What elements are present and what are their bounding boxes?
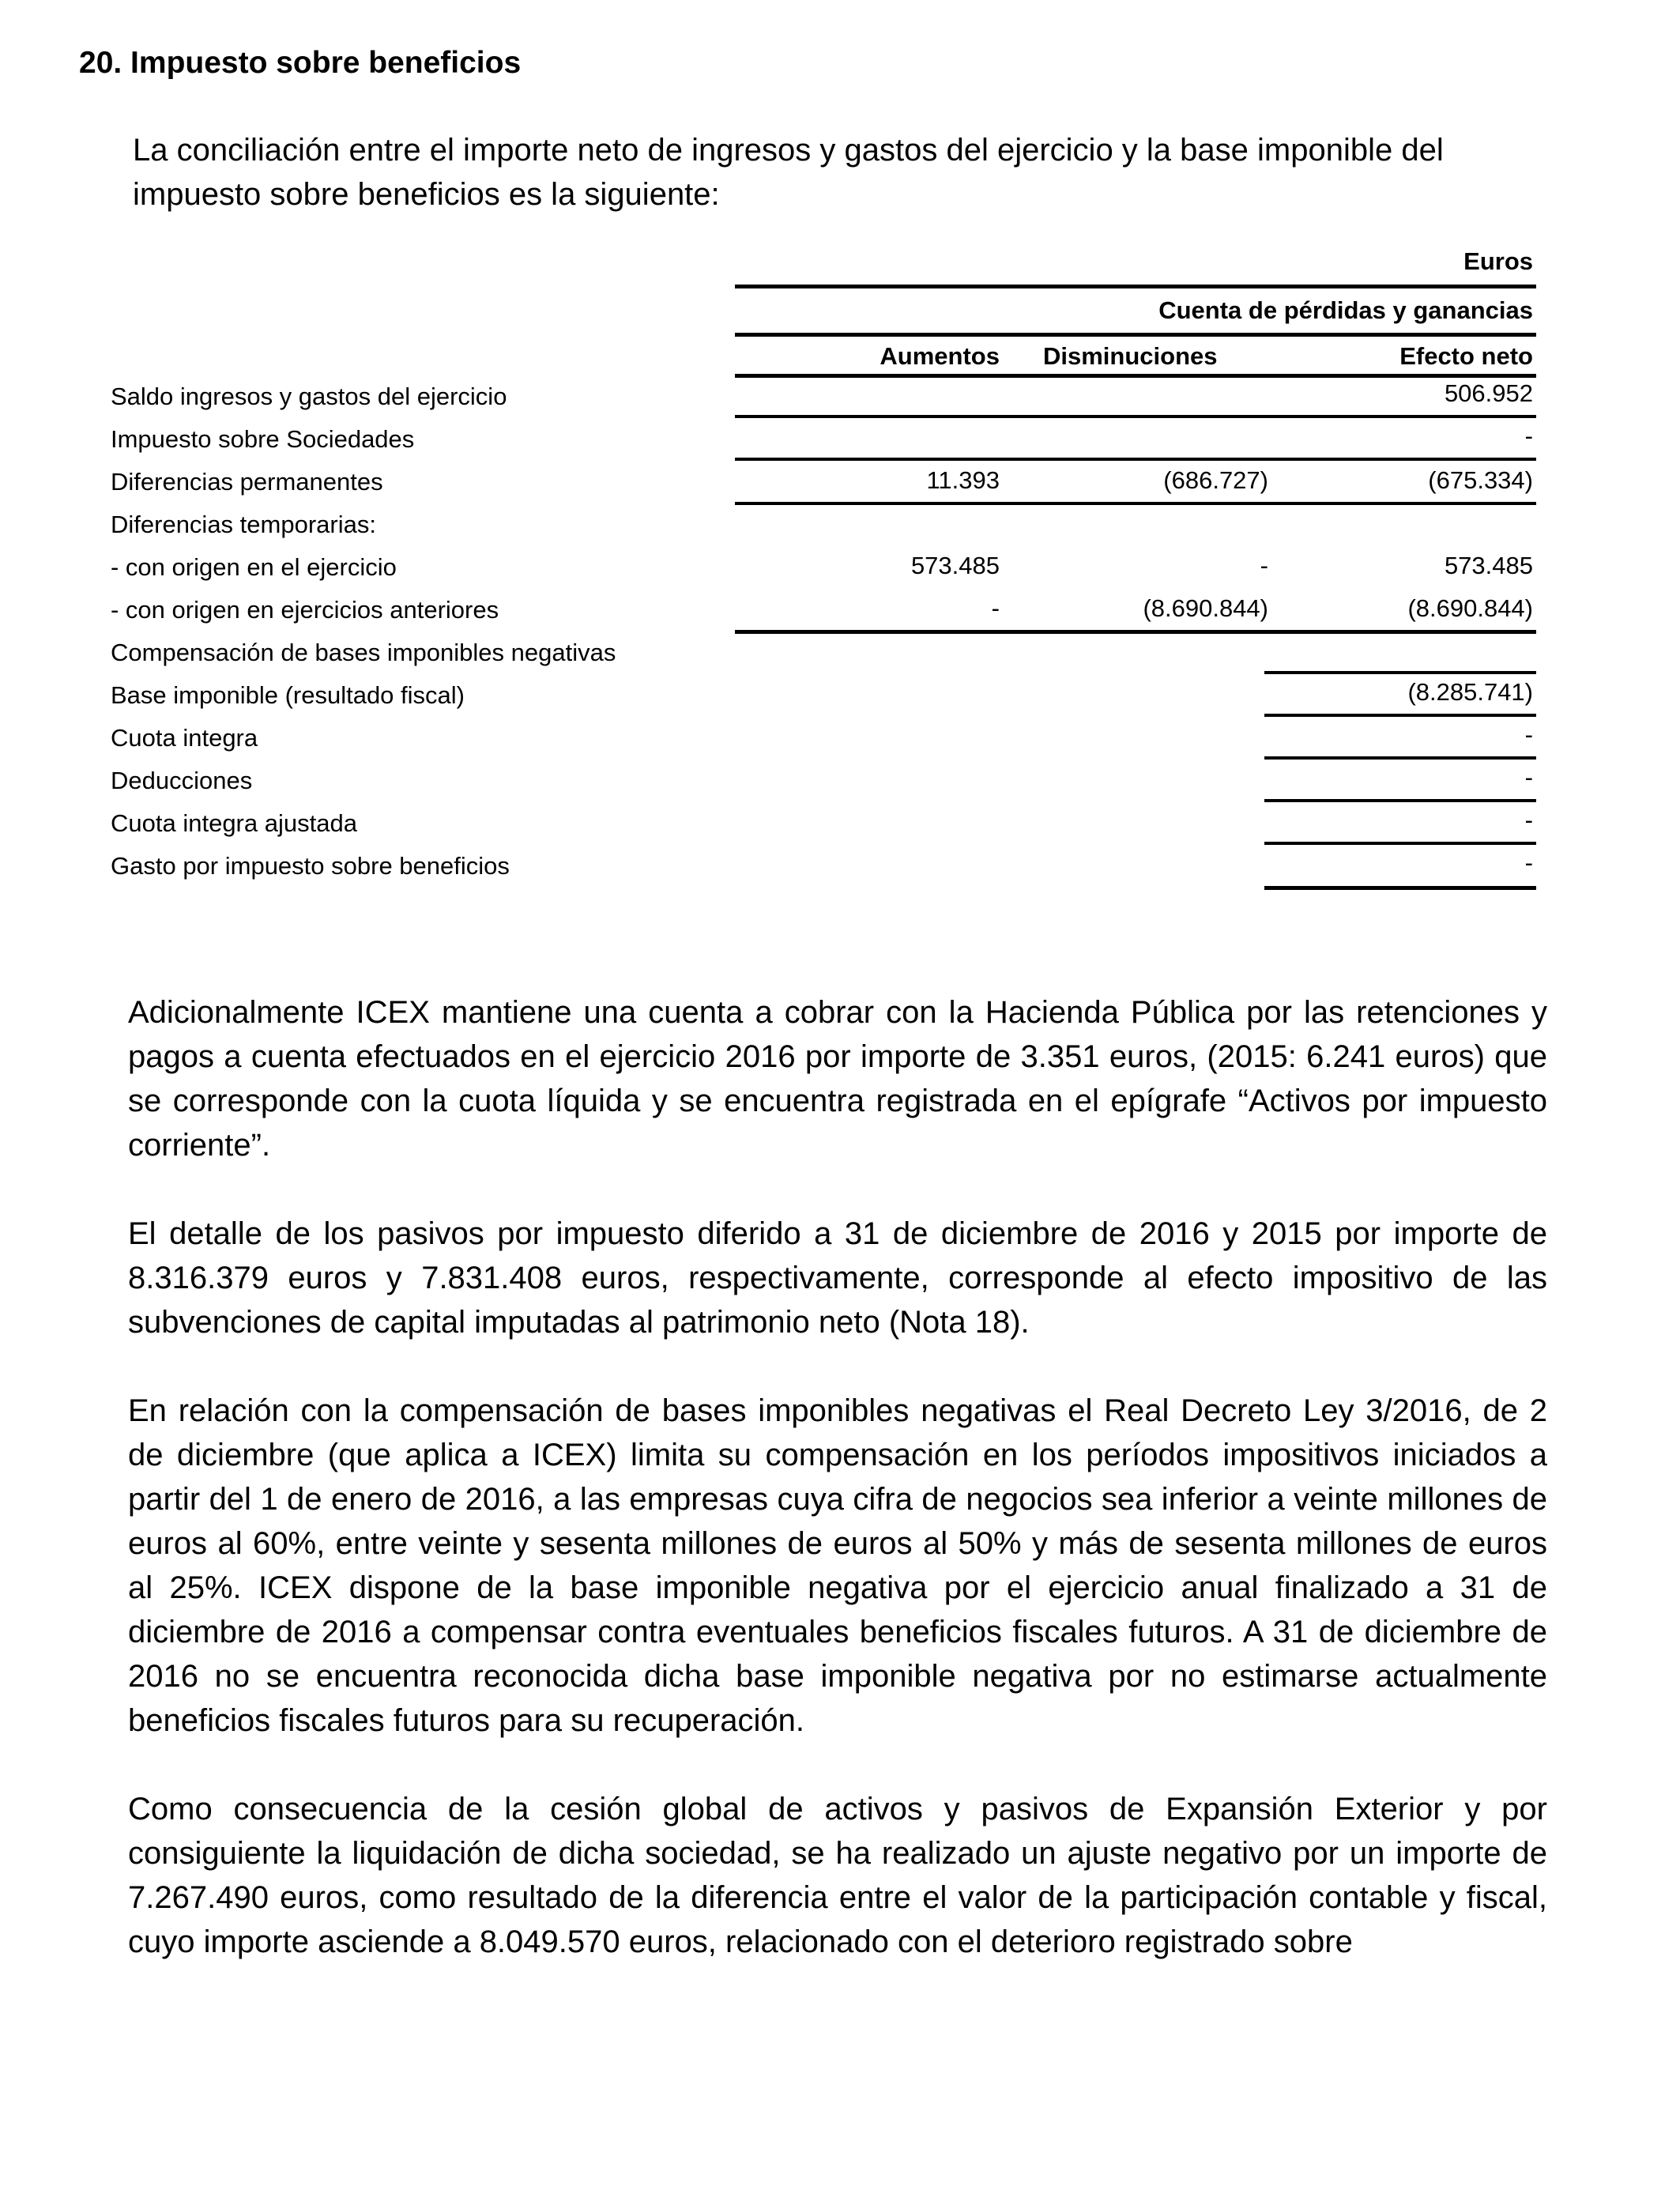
col-header-disminuciones: Disminuciones — [1043, 342, 1218, 370]
cell-disminuciones: (686.727) — [1163, 466, 1268, 494]
row-label: Cuota integra ajustada — [111, 809, 357, 837]
cell-disminuciones: (8.690.844) — [1143, 594, 1268, 622]
row-rule — [735, 415, 1536, 418]
table-group-header: Cuenta de pérdidas y ganancias — [1158, 296, 1533, 324]
row-rule — [1264, 799, 1536, 802]
cell-aumentos: 11.393 — [926, 466, 1000, 494]
body-paragraph: Adicionalmente ICEX mantiene una cuenta a cobrar con la Hacienda Pública por las retenciones y pagos a cuenta efectuados en el ejercicio 2016 por importe de 3.351 euros, (2015: 6.241 euros) que se corresponde con la cuota líquida y se encuentra registrada en el epígrafe “Activos por impuesto corriente”. — [128, 995, 1547, 1163]
cell-efecto: (8.690.844) — [1407, 594, 1533, 622]
row-rule — [735, 458, 1536, 461]
row-rule — [1264, 714, 1536, 717]
cell-efecto: (675.334) — [1428, 466, 1533, 494]
cell-efecto: - — [1524, 721, 1533, 748]
row-label: Saldo ingresos y gastos del ejercicio — [111, 383, 507, 410]
row-label: Diferencias temporarias: — [111, 511, 376, 538]
table-header-rule — [735, 374, 1536, 378]
cell-efecto: - — [1524, 806, 1533, 834]
row-rule — [1264, 671, 1536, 674]
row-label: Cuota integra — [111, 724, 258, 752]
cell-disminuciones: - — [1260, 552, 1268, 579]
cell-efecto: - — [1524, 763, 1533, 791]
table-top-rule — [735, 285, 1536, 288]
row-label: - con origen en el ejercicio — [111, 553, 397, 581]
cell-aumentos: - — [991, 594, 1000, 622]
body-paragraph: El detalle de los pasivos por impuesto diferido a 31 de diciembre de 2016 y 2015 por importe de 8.316.379 euros y 7.831.408 euros, respectivamente, corresponde al efecto impositivo de las subvenciones de capital imputadas al patrimonio neto (Nota 18). — [128, 1216, 1547, 1340]
row-label: Gasto por impuesto sobre beneficios — [111, 852, 510, 880]
cell-efecto: - — [1524, 422, 1533, 450]
row-rule — [735, 502, 1536, 505]
body-paragraph: En relación con la compensación de bases imponibles negativas el Real Decreto Ley 3/2016, de 2 de diciembre (que aplica a ICEX) limita su compensación en los períodos impositivos iniciados a partir del 1 de enero de 2016, a las empresas cuya cifra de negocios sea inferior a veinte millones de euros al 60%, entre veinte y sesenta millones de euros al 50% y más de sesenta millones de euros al 25%. ICEX dispone de la base imponible negativa por el ejercicio anual finalizado a 31 de diciembre de 2016 a compensar contra eventuales beneficios fiscales futuros. A 31 de diciembre de 2016 no se encuentra reconocida dicha base imponible negativa por no estimarse actualmente beneficios fiscales futuros para su recuperación. — [128, 1393, 1547, 1738]
cell-efecto: - — [1524, 849, 1533, 876]
cell-efecto: 506.952 — [1444, 379, 1533, 407]
col-header-efecto-neto: Efecto neto — [1399, 342, 1533, 370]
row-rule — [1264, 842, 1536, 845]
row-rule — [735, 630, 1536, 634]
cell-aumentos: 573.485 — [910, 552, 1000, 579]
table-group-rule — [735, 333, 1536, 337]
section-title: 20. Impuesto sobre beneficios — [79, 46, 522, 80]
row-label: Base imponible (resultado fiscal) — [111, 681, 465, 709]
row-label: Compensación de bases imponibles negativas — [111, 639, 616, 666]
row-label: - con origen en ejercicios anteriores — [111, 596, 499, 624]
body-paragraph: Como consecuencia de la cesión global de activos y pasivos de Expansión Exterior y por consiguiente la liquidación de dicha sociedad, se ha realizado un ajuste negativo por un importe de 7.267.490 euros, como resultado de la diferencia entre el valor de la participación contable y fiscal, cuyo importe asciende a 8.049.570 euros, relacionado con el deterioro registrado sobre — [128, 1792, 1547, 1959]
cell-efecto: (8.285.741) — [1407, 678, 1533, 706]
row-rule — [1264, 886, 1536, 890]
row-label: Deducciones — [111, 767, 253, 794]
table-unit: Euros — [1463, 247, 1533, 275]
row-label: Diferencias permanentes — [111, 468, 383, 496]
intro-paragraph: La conciliación entre el importe neto de ingresos y gastos del ejercicio y la base imponible del impuesto sobre beneficios es la siguiente: — [133, 133, 1444, 212]
col-header-aumentos: Aumentos — [880, 342, 1000, 370]
row-label: Impuesto sobre Sociedades — [111, 425, 415, 453]
cell-efecto: 573.485 — [1444, 552, 1533, 579]
row-rule — [1264, 756, 1536, 760]
